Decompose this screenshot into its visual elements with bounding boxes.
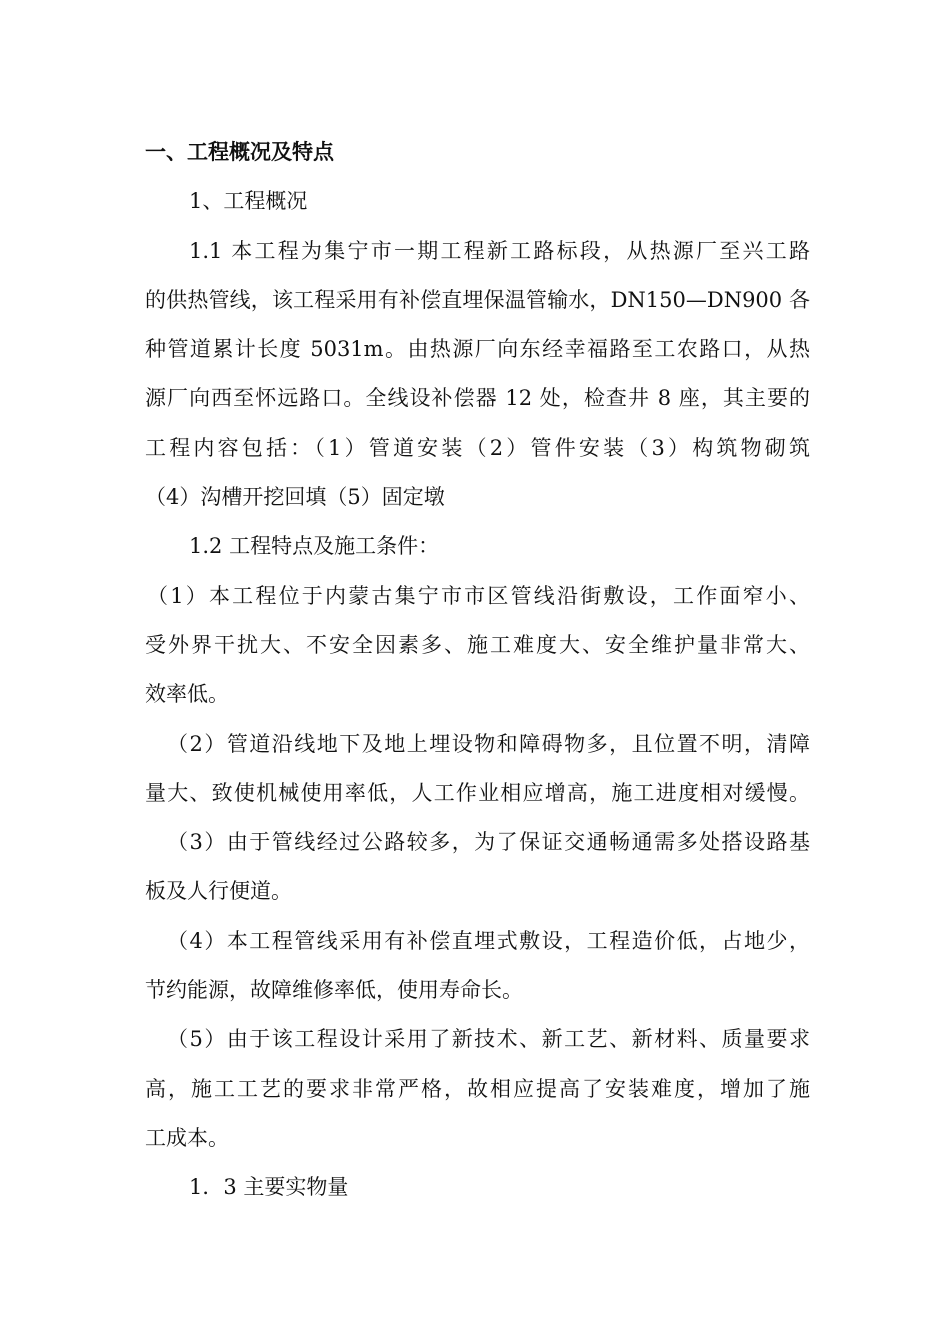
paragraph-line: 的供热管线，该工程采用有补偿直埋保温管输水，DN150—DN900 各	[145, 287, 810, 312]
subsection-heading: 1.2 工程特点及施工条件：	[189, 534, 440, 559]
document-page	[145, 128, 810, 1213]
list-item-line: 节约能源，故障维修率低，使用寿命长。	[145, 978, 523, 1003]
paragraph-line: 工程内容包括：（1）管道安装（2）管件安装（3）构筑物砌筑	[145, 435, 810, 460]
list-item-line: 受外界干扰大、不安全因素多、施工难度大、安全维护量非常大、	[145, 632, 810, 657]
paragraph-line: （4）沟槽开挖回填（5）固定墩	[145, 485, 445, 510]
paragraph-line: 种管道累计长度 5031m。由热源厂向东经幸福路至工农路口，从热	[145, 337, 810, 362]
subsection-heading: 1、工程概况	[189, 189, 308, 214]
list-item-line: 量大、致使机械使用率低，人工作业相应增高，施工进度相对缓慢。	[145, 780, 810, 805]
paragraph-line: 1.1 本工程为集宁市一期工程新工路标段，从热源厂至兴工路	[189, 238, 810, 263]
list-item-line: （3）由于管线经过公路较多，为了保证交通畅通需多处搭设路基	[167, 830, 810, 855]
list-item-line: （2）管道沿线地下及地上埋设物和障碍物多，且位置不明，清障	[167, 731, 810, 756]
list-item-line: 工成本。	[145, 1125, 229, 1150]
paragraph-line: 源厂向西至怀远路口。全线设补偿器 12 处，检查井 8 座，其主要的	[145, 386, 810, 411]
subsection-heading: 1．3 主要实物量	[189, 1175, 349, 1200]
section-heading: 一、工程概况及特点	[145, 140, 334, 164]
list-item-line: 高，施工工艺的要求非常严格，故相应提高了安装难度，增加了施	[145, 1076, 810, 1101]
list-item-line: 板及人行便道。	[145, 879, 292, 904]
list-item-line: （5）由于该工程设计采用了新技术、新工艺、新材料、质量要求	[167, 1027, 810, 1052]
list-item-line: （4）本工程管线采用有补偿直埋式敷设，工程造价低，占地少，	[167, 928, 810, 953]
list-item-line: （1）本工程位于内蒙古集宁市市区管线沿街敷设，工作面窄小、	[147, 583, 810, 608]
list-item-line: 效率低。	[145, 682, 229, 707]
